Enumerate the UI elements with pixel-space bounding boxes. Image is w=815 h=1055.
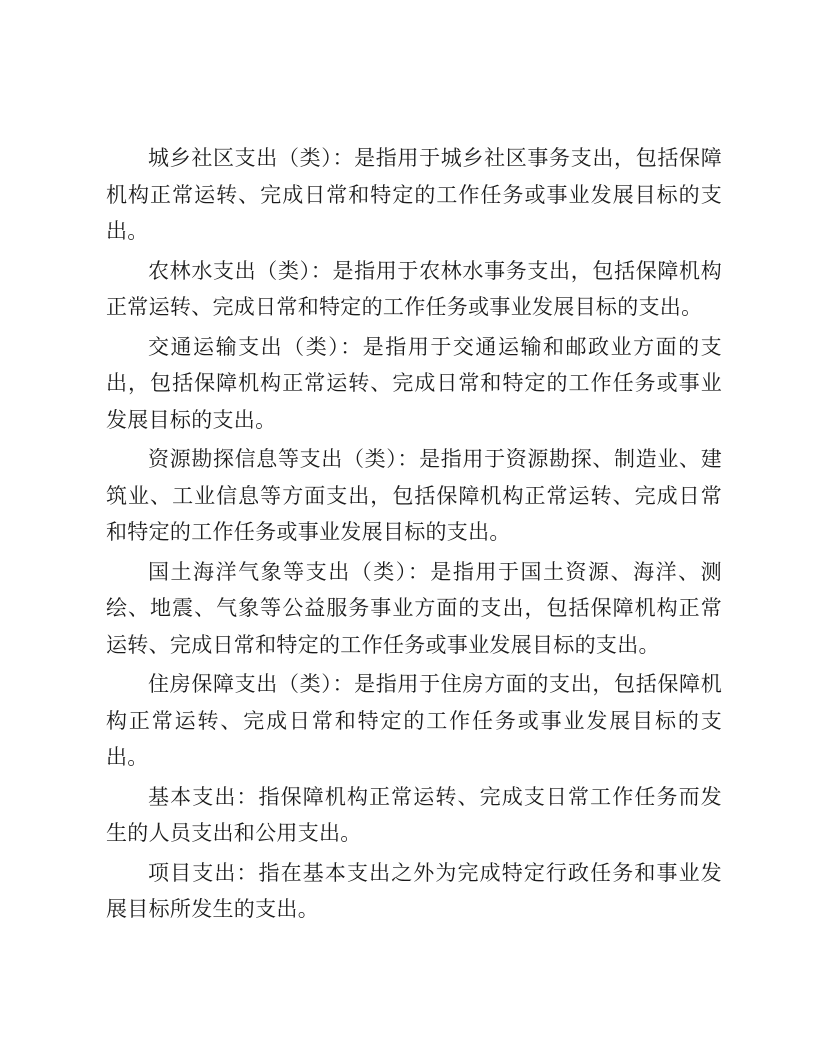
paragraph-basic-expenditure: 基本支出：指保障机构正常运转、完成支日常工作任务而发生的人员支出和公用支出。 — [106, 784, 722, 845]
paragraph-agriculture-forestry-water: 农林水支出（类）：是指用于农林水事务支出，包括保障机构正常运转、完成日常和特定的工作任务或事业发展目标的支出。 — [106, 258, 722, 319]
paragraph-transportation: 交通运输支出（类）：是指用于交通运输和邮政业方面的支出，包括保障机构正常运转、完成日常和特定的工作任务或事业发展目标的支出。 — [106, 334, 722, 432]
document-body — [106, 140, 722, 931]
paragraph-urban-rural-community: 城乡社区支出（类）：是指用于城乡社区事务支出，包括保障机构正常运转、完成日常和特定的工作任务或事业发展目标的支出。 — [106, 146, 722, 243]
paragraph-housing-security: 住房保障支出（类）：是指用于住房方面的支出，包括保障机构正常运转、完成日常和特定的工作任务或事业发展目标的支出。 — [106, 672, 722, 769]
paragraph-project-expenditure: 项目支出：指在基本支出之外为完成特定行政任务和事业发展目标所发生的支出。 — [106, 860, 722, 921]
paragraph-land-ocean-meteorology: 国土海洋气象等支出（类）：是指用于国土资源、海洋、测绘、地震、气象等公益服务事业方面的支出，包括保障机构正常运转、完成日常和特定的工作任务或事业发展目标的支出。 — [106, 559, 722, 657]
paragraph-resource-exploration: 资源勘探信息等支出（类）：是指用于资源勘探、制造业、建筑业、工业信息等方面支出，包括保障机构正常运转、完成日常和特定的工作任务或事业发展目标的支出。 — [106, 447, 722, 544]
